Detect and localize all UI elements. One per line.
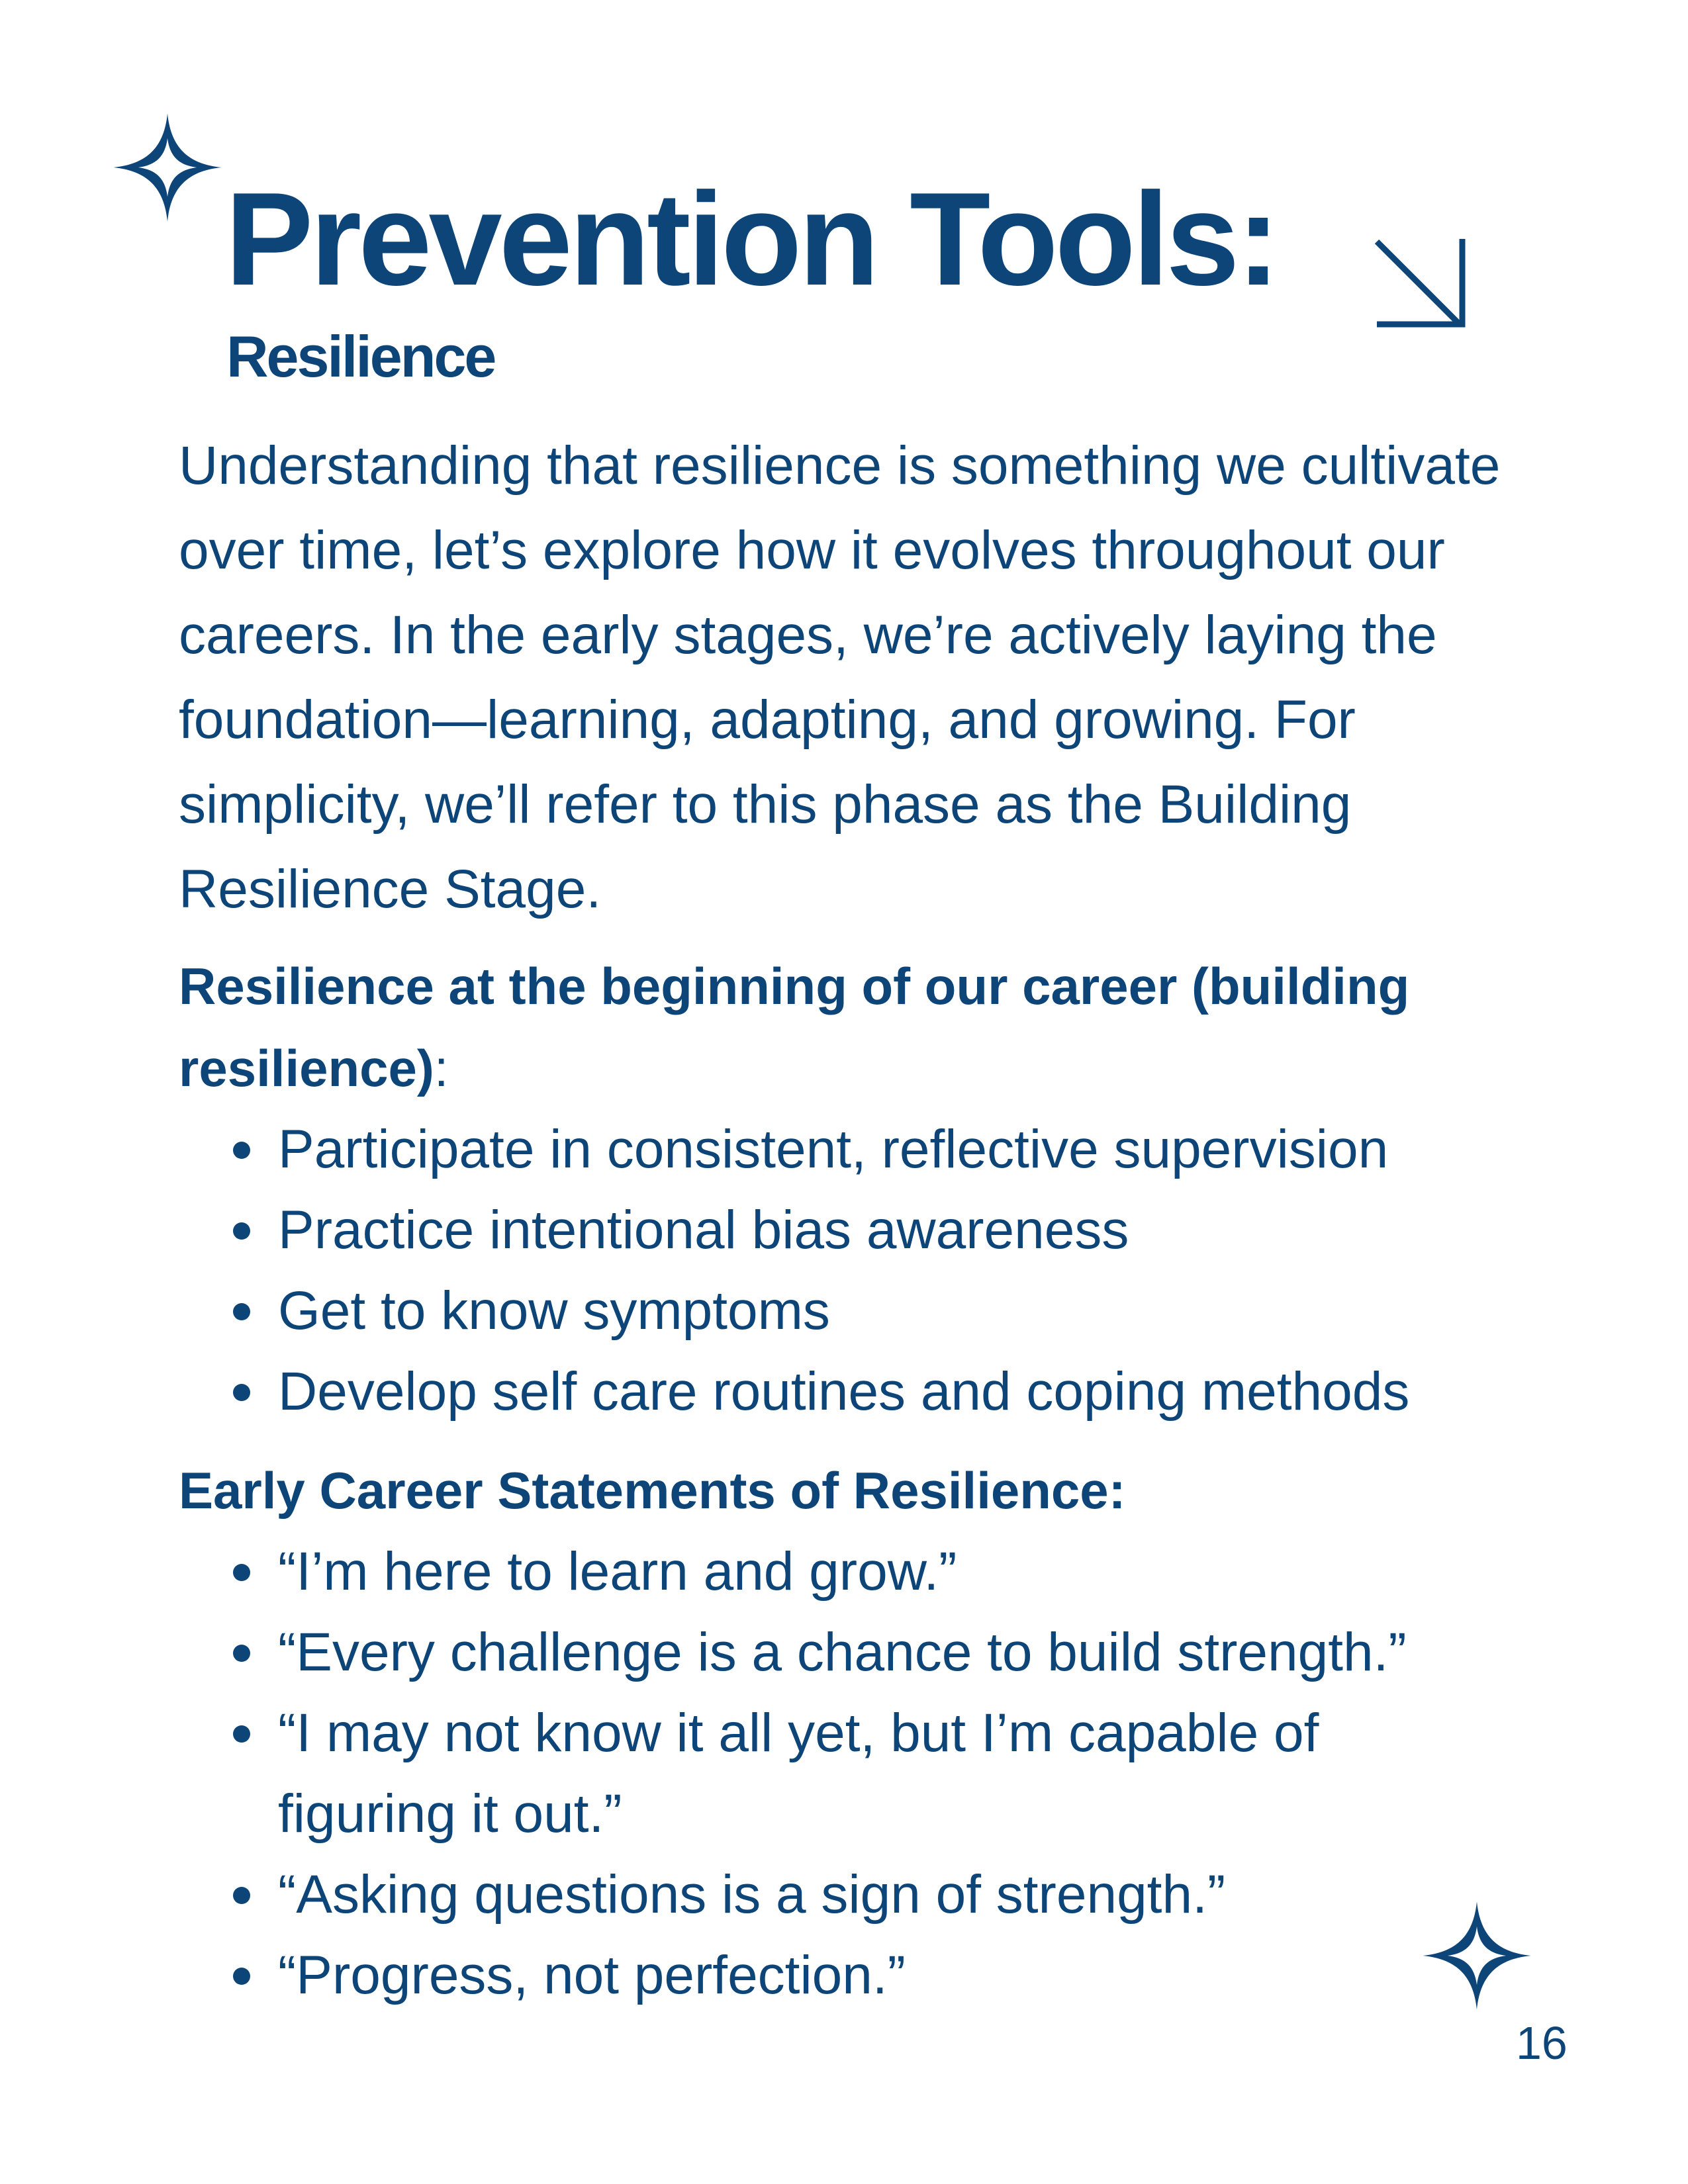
bullet-icon (233, 1725, 250, 1743)
building-resilience-list (179, 1109, 1562, 1432)
sparkle-icon (111, 111, 224, 224)
bullet-icon (233, 1564, 250, 1581)
list-item-text: Get to know symptoms (278, 1281, 830, 1341)
statements-list (179, 1531, 1562, 2016)
bullet-icon (233, 1303, 250, 1320)
list-item (179, 1935, 1562, 2016)
list-item-text: “Progress, not perfection.” (278, 1945, 906, 2005)
section-heading-colon: : (434, 1039, 449, 1097)
sparkle-icon (1421, 1899, 1533, 2012)
section-heading-text: Resilience at the beginning of our career (building resilience) (179, 957, 1410, 1097)
list-item-text: “I may not know it all yet, but I’m capable of figuring it out.” (278, 1703, 1319, 1844)
bullet-icon (233, 1645, 250, 1662)
list-item (179, 1351, 1562, 1432)
page-subtitle: Resilience (226, 324, 495, 389)
bullet-icon (233, 1384, 250, 1401)
list-item-text: Practice intentional bias awareness (278, 1200, 1129, 1260)
list-item (179, 1531, 1562, 1612)
list-item (179, 1854, 1562, 1935)
list-item (179, 1693, 1562, 1854)
bullet-icon (233, 1222, 250, 1240)
list-item-text: “Every challenge is a chance to build strength.” (278, 1622, 1407, 1682)
list-item (179, 1109, 1562, 1190)
list-item (179, 1271, 1562, 1351)
bullet-icon (233, 1887, 250, 1904)
section-heading-statements: Early Career Statements of Resilience: (179, 1461, 1126, 1520)
list-item-text: “I’m here to learn and grow.” (278, 1541, 957, 1602)
list-item-text: Participate in consistent, reflective supervision (278, 1119, 1389, 1179)
arrow-down-right-icon (1370, 235, 1470, 334)
bullet-icon (233, 1968, 250, 1985)
section-heading-building-resilience (179, 945, 1562, 1109)
page-title: Prevention Tools: (225, 165, 1278, 313)
list-item-text: Develop self care routines and coping methods (278, 1361, 1410, 1422)
intro-paragraph: Understanding that resilience is something we cultivate over time, let’s explore how it evolves throughout our careers. In the early stages, we’re actively laying the foundation—learning, adapting, and growing. For simplicity, we’ll refer to this phase as the Building Resilience Stage. (179, 435, 1501, 919)
list-item (179, 1190, 1562, 1271)
bullet-icon (233, 1142, 250, 1159)
list-item (179, 1612, 1562, 1693)
main-content (179, 424, 1562, 2016)
list-item-text: “Asking questions is a sign of strength.” (278, 1864, 1226, 1925)
page-number: 16 (1516, 2017, 1568, 2069)
